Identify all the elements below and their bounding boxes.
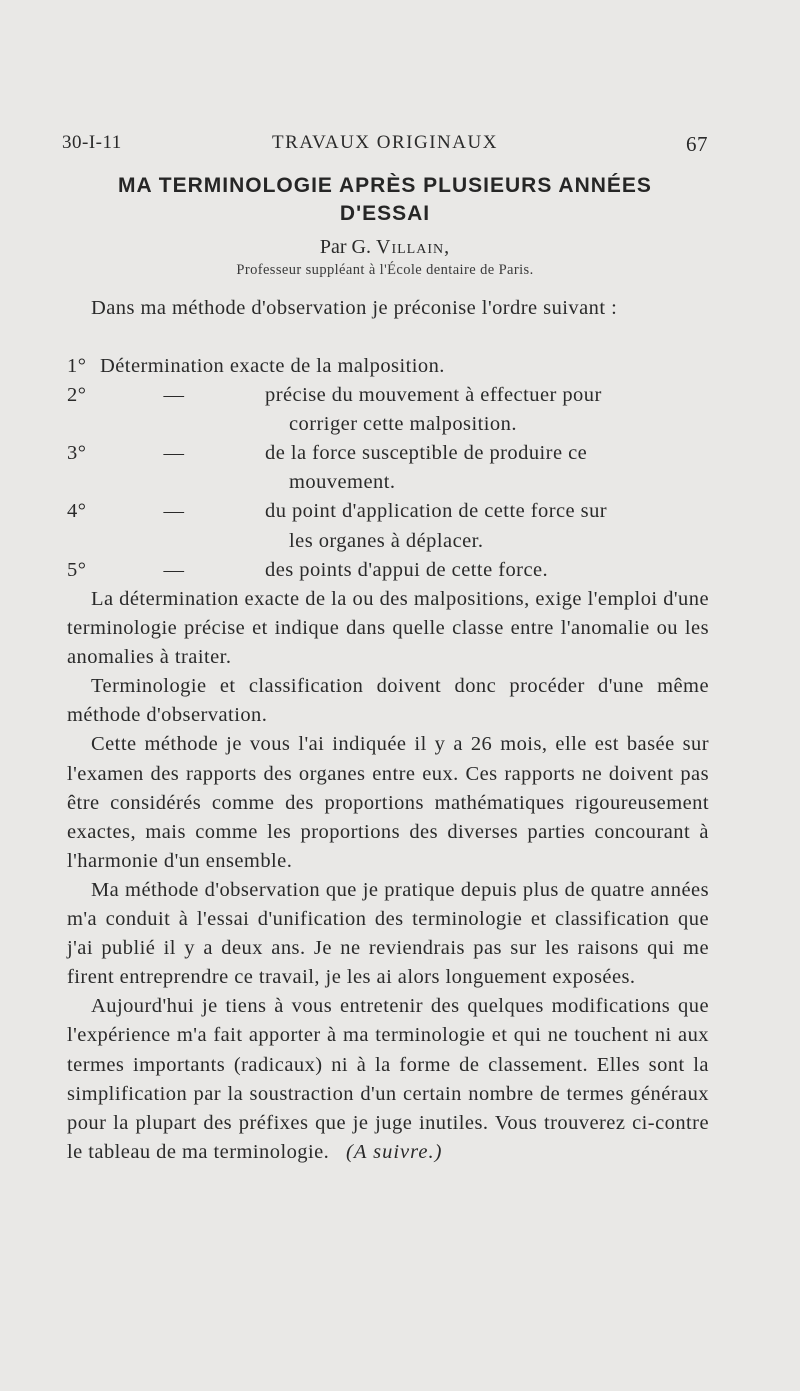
list-number: 1° bbox=[67, 355, 87, 377]
section-title: TRAVAUX ORIGINAUX bbox=[272, 132, 498, 153]
intro-paragraph bbox=[67, 294, 709, 323]
page-number: 67 bbox=[686, 132, 708, 156]
body-paragraph: Cette méthode je vous l'ai indiquée il y a 26 mois, elle est basée sur l'examen des rapports des organes entre eux. Ces rapports ne doivent pas être considérés comme des proportions mathématiques rigoureusement exactes, mais comme les proportions des diverses parties concourant à l'harmonie d'un ensemble. bbox=[67, 733, 709, 872]
article-title bbox=[62, 172, 708, 228]
title-line-1: MA TERMINOLOGIE APRÈS PLUSIEURS ANNÉES bbox=[118, 174, 652, 197]
list-item bbox=[67, 352, 709, 381]
list-text: précise du mouvement à effectuer pour bbox=[265, 384, 602, 407]
article-body bbox=[67, 585, 709, 1167]
to-be-continued: (A suivre.) bbox=[346, 1140, 443, 1163]
list-text-continued: les organes à déplacer. bbox=[289, 529, 484, 552]
list-text: Détermination exacte de la malposition. bbox=[100, 355, 445, 377]
intro-text: Dans ma méthode d'observation je préconise l'ordre suivant : bbox=[91, 297, 618, 319]
body-paragraph: La détermination exacte de la ou des malpositions, exige l'emploi d'une terminologie précise et indique dans quelle classe entre l'anomalie ou les anomalies à traiter. bbox=[67, 588, 709, 669]
running-head bbox=[62, 132, 708, 158]
list-item bbox=[67, 381, 709, 439]
list-item bbox=[67, 497, 709, 555]
procedure-list bbox=[67, 352, 709, 585]
issue-date: 30-I-11 bbox=[62, 132, 122, 153]
body-paragraph: Terminologie et classification doivent donc procéder d'une même méthode d'observation. bbox=[67, 675, 709, 727]
author-affiliation: Professeur suppléant à l'École dentaire de Paris. bbox=[236, 262, 534, 278]
list-number: 3° bbox=[67, 442, 87, 465]
list-dash: — bbox=[163, 442, 185, 465]
list-dash: — bbox=[163, 384, 185, 407]
list-text: du point d'application de cette force sur bbox=[265, 500, 608, 523]
list-text-continued: corriger cette malposition. bbox=[289, 413, 517, 436]
body-paragraph: Ma méthode d'observation que je pratique depuis plus de quatre années m'a conduit à l'essai d'unification des terminologie et classification que j'ai publié il y a deux ans. Je ne reviendrais pas sur les raisons qui me firent entreprendre ce travail, je les ai alors longuement exposées. bbox=[67, 878, 709, 989]
author-name: Villain, bbox=[376, 236, 451, 258]
list-item bbox=[67, 439, 709, 497]
list-item bbox=[67, 556, 709, 585]
list-number: 2° bbox=[67, 384, 87, 407]
body-paragraph bbox=[67, 992, 709, 1167]
last-paragraph-text: Aujourd'hui je tiens à vous entretenir des quelques modifications que l'expérience m'a fait apporter à ma terminologie et qui ne touchent ni aux termes importants (radicaux) ni à la forme de classement. Elles sont la simplification par la soustraction d'un certain nombre de termes généraux pour la plupart des préfixes que je juge inutiles. Vous trouverez ci-contre le tableau de ma terminologie. bbox=[67, 995, 709, 1163]
list-number: 4° bbox=[67, 500, 87, 523]
byline bbox=[62, 236, 708, 259]
list-text: des points d'appui de cette force. bbox=[265, 558, 549, 581]
list-dash: — bbox=[163, 558, 185, 581]
list-number: 5° bbox=[67, 558, 87, 581]
list-text-continued: mouvement. bbox=[289, 471, 396, 494]
list-dash: — bbox=[163, 500, 185, 523]
title-line-2: D'ESSAI bbox=[339, 202, 431, 225]
byline-prefix: Par G. bbox=[319, 236, 371, 258]
list-text: de la force susceptible de produire ce bbox=[265, 442, 588, 465]
